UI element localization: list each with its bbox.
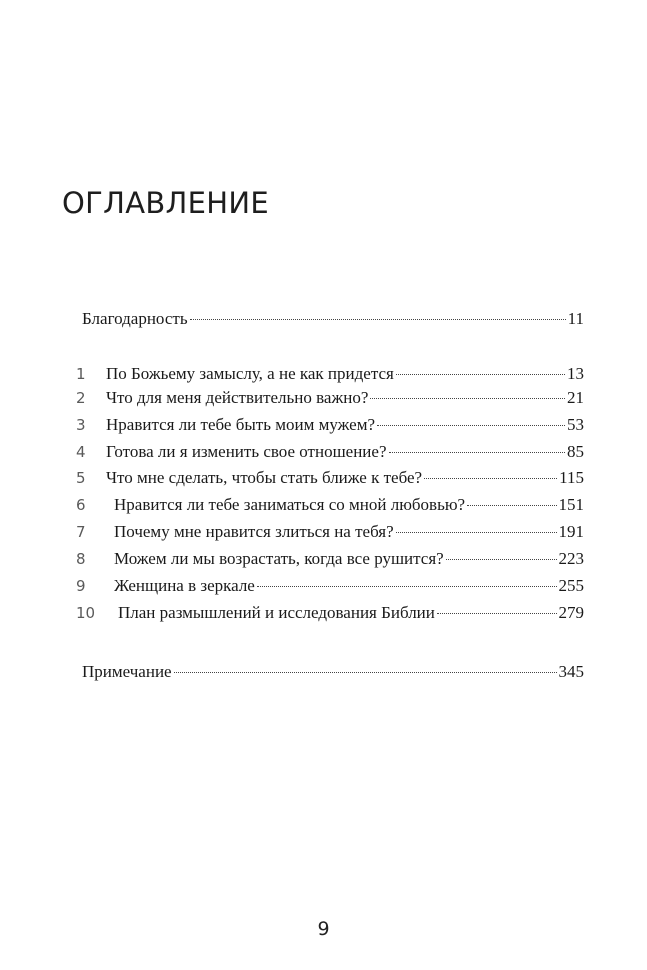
toc-entry-page: 21 (567, 388, 584, 407)
chapter-number: 7 (76, 523, 86, 541)
toc-entry-page: 345 (558, 662, 584, 681)
dot-leader (437, 613, 557, 614)
toc-entry-title: Что мне сделать, чтобы стать ближе к тебе? (106, 468, 423, 487)
toc-entry-notes[interactable] (82, 660, 584, 684)
page-heading: ОГЛАВЛЕНИЕ (62, 186, 270, 220)
dot-leader (389, 452, 566, 453)
toc-entry-page: 223 (558, 549, 584, 568)
dot-leader (467, 505, 556, 506)
dot-leader (396, 532, 557, 533)
toc-entry-page: 11 (567, 309, 584, 328)
dot-leader (174, 672, 557, 673)
chapter-number: 9 (76, 577, 86, 595)
dot-leader (377, 425, 565, 426)
toc-entry-page: 115 (559, 468, 584, 487)
toc-entry-chapter-2[interactable] (76, 386, 584, 410)
toc-entry-chapter-1[interactable] (76, 362, 584, 386)
toc-entry-acknowledgements[interactable] (82, 307, 584, 331)
chapter-number: 4 (76, 443, 86, 461)
toc-entry-chapter-7[interactable] (76, 520, 584, 544)
toc-entry-title: Почему мне нравится злиться на тебя? (114, 522, 394, 541)
chapter-number: 6 (76, 496, 86, 514)
chapter-number: 2 (76, 389, 86, 407)
toc-entry-title: План размышлений и исследования Библии (118, 603, 435, 622)
chapter-number: 5 (76, 469, 86, 487)
toc-entry-page: 191 (558, 522, 584, 541)
toc-entry-chapter-4[interactable] (76, 440, 584, 464)
dot-leader (446, 559, 557, 560)
dot-leader (190, 319, 566, 320)
toc-entry-title: Готова ли я изменить свое отношение? (106, 442, 387, 461)
toc-entry-chapter-8[interactable] (76, 547, 584, 571)
toc-entry-page: 255 (558, 576, 584, 595)
toc-entry-chapter-6[interactable] (76, 493, 584, 517)
toc-entry-page: 85 (567, 442, 584, 461)
toc-entry-chapter-10[interactable] (76, 601, 584, 625)
toc-entry-title: Примечание (82, 662, 172, 681)
toc-entry-title: Благодарность (82, 309, 188, 328)
page-number: 9 (317, 918, 330, 940)
toc-entry-chapter-9[interactable] (76, 574, 584, 598)
toc-entry-page: 53 (567, 415, 584, 434)
toc-entry-title: Женщина в зеркале (114, 576, 255, 595)
toc-entry-page: 151 (558, 495, 584, 514)
chapter-number: 8 (76, 550, 86, 568)
toc-entry-title: Нравится ли тебе заниматься со мной любовью? (114, 495, 466, 514)
dot-leader (257, 586, 557, 587)
chapter-number: 3 (76, 416, 86, 434)
toc-entry-title: Можем ли мы возрастать, когда все рушится? (114, 549, 444, 568)
toc-entry-chapter-3[interactable] (76, 413, 584, 437)
toc-entry-chapter-5[interactable] (76, 466, 584, 490)
toc-entry-title: Что для меня действительно важно? (106, 388, 369, 407)
chapter-number: 10 (76, 604, 96, 622)
toc-entry-page: 279 (558, 603, 584, 622)
dot-leader (396, 374, 565, 375)
chapter-number: 1 (76, 365, 86, 383)
dot-leader (424, 478, 557, 479)
dot-leader (370, 398, 565, 399)
toc-entry-title: Нравится ли тебе быть моим мужем? (106, 415, 375, 434)
toc-entry-page: 13 (567, 364, 584, 383)
toc-entry-title: По Божьему замыслу, а не как придется (106, 364, 394, 383)
